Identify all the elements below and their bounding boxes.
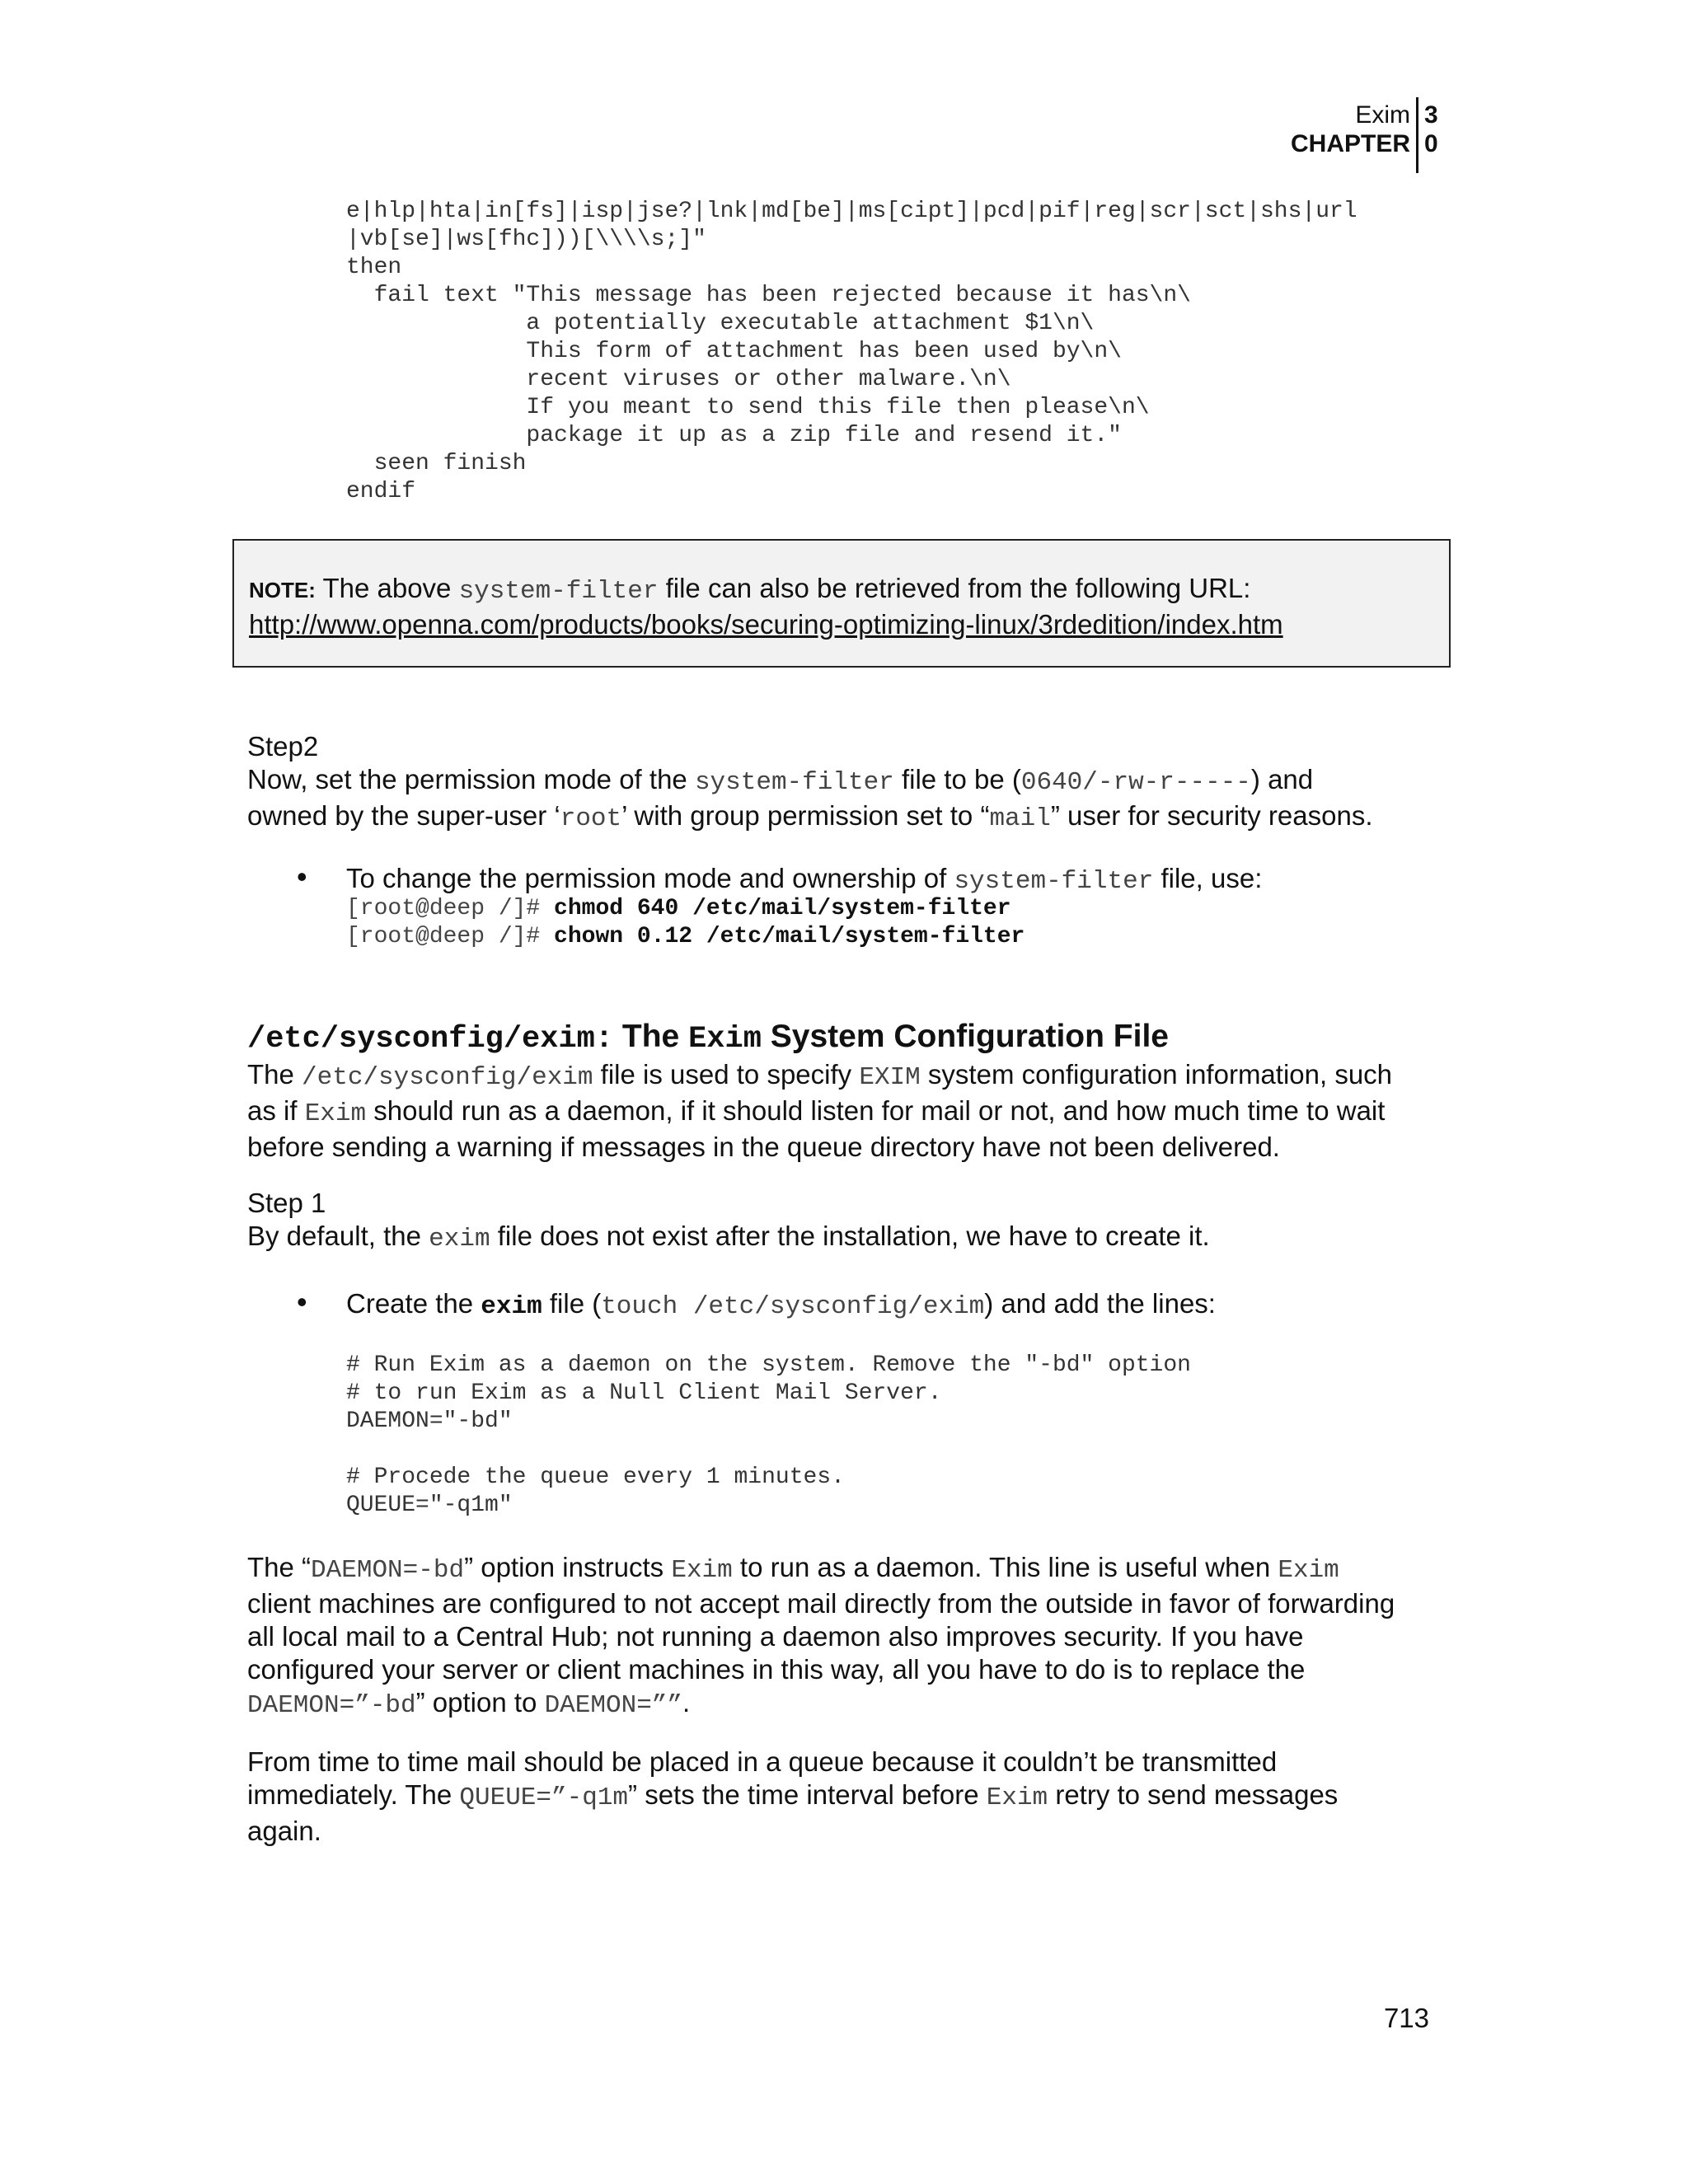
chapter-label: CHAPTER <box>1290 130 1410 157</box>
command-chown: [root@deep /]# chown 0.12 /etc/mail/system-filter <box>346 924 1025 949</box>
note-text <box>249 572 1283 641</box>
bullet-1-text: To change the permission mode and ownership of system-filter file, use: <box>346 863 1263 896</box>
bullet-2-text: Create the exim file (touch /etc/sysconfig/exim) and add the lines: <box>346 1288 1216 1321</box>
section-line-2: as if Exim should run as a daemon, if it should listen for mail or not, and how much time to wait <box>247 1095 1386 1128</box>
daemon-line-3: all local mail to a Central Hub; not running a daemon also improves security. If you have <box>247 1621 1304 1652</box>
header-divider <box>1416 97 1418 173</box>
step1-title: Step 1 <box>247 1188 326 1218</box>
chapter-number-digit-2: 0 <box>1424 130 1438 157</box>
section-paragraph <box>247 1058 1451 1164</box>
chapter-number <box>1424 101 1438 158</box>
step2-paragraph <box>247 730 1451 836</box>
queue-line-2: immediately. The QUEUE=”-q1m” sets the time interval before Exim retry to send messages <box>247 1779 1339 1812</box>
bullet-icon: • <box>297 1285 307 1319</box>
daemon-line-4: configured your server or client machines in this way, all you have to do is to replace the <box>247 1654 1306 1685</box>
code-block-exim-config: # Run Exim as a daemon on the system. Remove the "-bd" option # to run Exim as a Null Client Mail Server. DAEMON="-bd" # Procede the queue every 1 minutes. QUEUE="-q1m" <box>346 1352 1191 1518</box>
section-line-1: The /etc/sysconfig/exim file is used to specify EXIM system configuration information, such <box>247 1059 1393 1092</box>
note-text-2: file can also be retrieved from the following URL: <box>658 573 1251 603</box>
step2-line-1: Now, set the permission mode of the system-filter file to be (0640/-rw-r-----) and <box>247 764 1314 797</box>
queue-paragraph <box>247 1746 1451 1848</box>
note-label: NOTE: <box>249 578 316 602</box>
queue-line-1: From time to time mail should be placed in a queue because it couldn’t be transmitted <box>247 1746 1278 1777</box>
chapter-number-digit-1: 3 <box>1424 101 1438 129</box>
step1-paragraph <box>247 1187 1451 1256</box>
daemon-line-2: client machines are configured to not accept mail directly from the outside in favor of forwarding <box>247 1588 1395 1619</box>
step1-line-1: By default, the exim file does not exist after the installation, we have to create it. <box>247 1221 1210 1254</box>
note-code: system-filter <box>458 577 659 606</box>
command-chmod: [root@deep /]# chmod 640 /etc/mail/system-filter <box>346 896 1011 921</box>
page-number: 713 <box>1383 2003 1429 2033</box>
note-text-1: The above <box>315 573 459 603</box>
queue-line-3: again. <box>247 1816 321 1846</box>
daemon-line-5: DAEMON=”-bd” option to DAEMON=””. <box>247 1687 691 1720</box>
section-line-3: before sending a warning if messages in the queue directory have not been delivered. <box>247 1132 1280 1162</box>
note-box <box>232 539 1451 668</box>
step2-line-2: owned by the super-user ‘root’ with group permission set to “mail” user for security reasons. <box>247 800 1373 833</box>
step2-title: Step2 <box>247 731 319 762</box>
bullet-icon: • <box>297 860 307 893</box>
note-url-link[interactable]: http://www.openna.com/products/books/securing-optimizing-linux/3rdedition/index.htm <box>249 609 1283 640</box>
daemon-paragraph <box>247 1551 1451 1722</box>
code-block-system-filter: e|hlp|hta|in[fs]|isp|jse?|lnk|md[be]|ms[cipt]|pcd|pif|reg|scr|sct|shs|url |vb[se]|ws[fhc]))[\\\\s;]" then fail text "This message has been rejected because it has\n\ a potentially executable attachment $1\n\ This form of attachment has been used by\n\ recent viruses or other malware.\n\ If you meant to send this file then please\n\ package it up as a zip file and resend it." seen finish endif <box>346 199 1357 504</box>
running-header <box>1291 101 1410 158</box>
section-heading: /etc/sysconfig/exim: The Exim System Configuration File <box>247 1019 1169 1057</box>
daemon-line-1: The “DAEMON=-bd” option instructs Exim to run as a daemon. This line is useful when Exim <box>247 1552 1339 1585</box>
chapter-name: Exim <box>1355 101 1410 129</box>
